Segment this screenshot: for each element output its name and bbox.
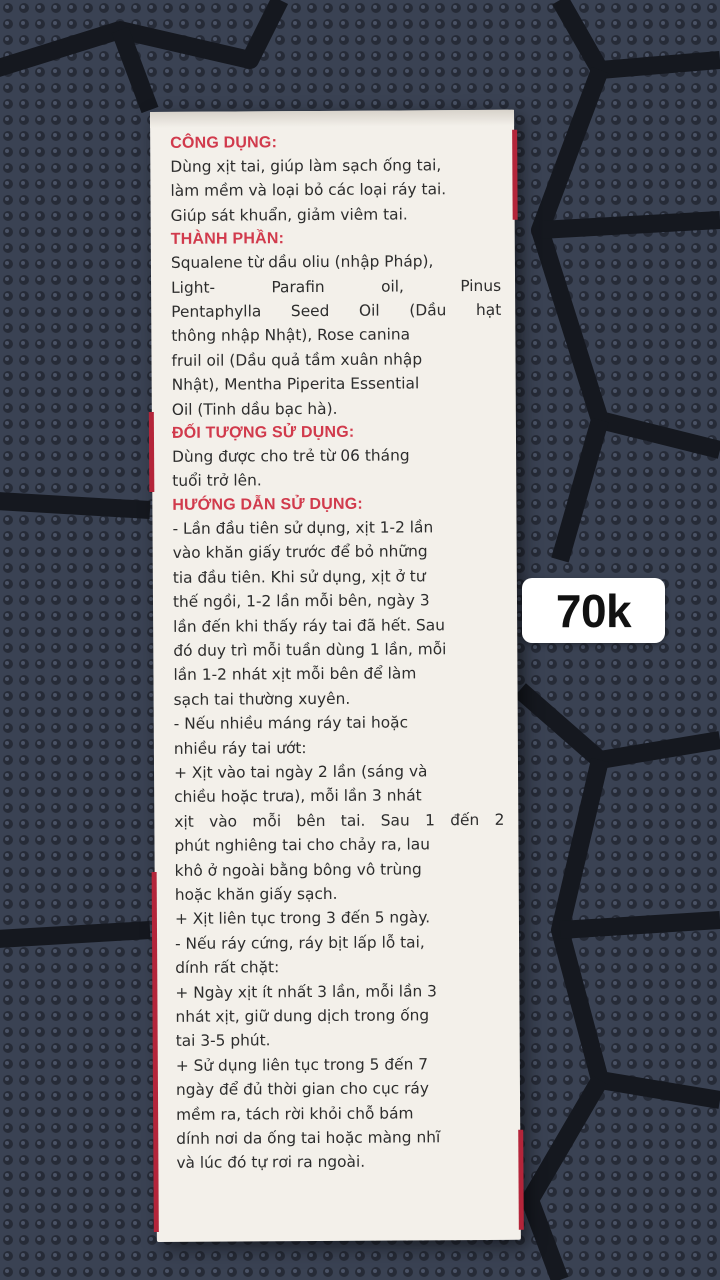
label-text-line: lần 1-2 nhát xịt mỗi bên để làm [173, 664, 417, 685]
label-text-line: - Lần đầu tiên sử dụng, xịt 1-2 lần [172, 518, 434, 538]
label-text-line: khô ở ngoài bằng bông vô trùng [174, 859, 422, 880]
label-text-line: Pentaphylla Seed Oil (Dầu hạt [171, 300, 502, 321]
box-top-edge [150, 110, 514, 128]
label-text-line: tuổi trở lên. [172, 471, 262, 491]
label-text-line: vào khăn giấy trước để bỏ những [172, 542, 428, 563]
section-heading: ĐỐI TƯỢNG SỬ DỤNG: [171, 423, 355, 442]
label-text-line: thông nhập Nhật), Rose canina [171, 325, 411, 346]
label-text-line: Nhật), Mentha Piperita Essential [171, 374, 420, 395]
section-heading: THÀNH PHẦN: [170, 230, 285, 249]
label-text-line: Dùng xịt tai, giúp làm sạch ống tai, [170, 156, 442, 176]
label-text-line: Dùng được cho trẻ từ 06 tháng [172, 446, 410, 466]
label-text-line: - Nếu ráy cứng, ráy bịt lấp lỗ tai, [175, 933, 425, 953]
section-heading: HƯỚNG DẪN SỬ DỤNG: [172, 495, 363, 514]
label-text-line: đó duy trì mỗi tuần dùng 1 lần, mỗi [173, 640, 447, 660]
label-text-line: phút nghiêng tai cho chảy ra, lau [174, 835, 431, 856]
label-text-line: ngày để đủ thời gian cho cục ráy [175, 1079, 429, 1100]
label-text-line: nhiều ráy tai ướt: [173, 738, 307, 758]
box-red-edge-left [149, 412, 154, 492]
box-red-edge-left-lower [152, 872, 159, 1232]
label-text-line: + Xịt liên tục trong 3 đến 5 ngày. [174, 908, 431, 929]
label-text-line: chiều hoặc trưa), mỗi lần 3 nhát [174, 786, 422, 807]
label-text-line: dính nơi da ống tai hoặc màng nhĩ [176, 1128, 441, 1148]
label-text-line: Squalene từ dầu oliu (nhập Pháp), [170, 252, 434, 273]
label-text-line: mềm ra, tách rời khỏi chỗ bám [176, 1104, 414, 1124]
label-text-line: nhát xịt, giữ dung dịch trong ống [175, 1006, 430, 1026]
label-text-line: xịt vào mỗi bên tai. Sau 1 đến 2 [174, 810, 505, 831]
label-text-line: Oil (Tinh dầu bạc hà). [171, 399, 338, 419]
product-box [150, 110, 521, 1242]
label-text-line: fruil oil (Dầu quả tầm xuân nhập [171, 350, 423, 370]
box-red-edge-right-lower [518, 1130, 524, 1230]
label-text-line: dính rất chặt: [175, 958, 280, 978]
label-text-line: Light- Parafin oil, Pinus [171, 276, 502, 297]
label-text-line: tia đầu tiên. Khi sử dụng, xịt ở tư [172, 567, 426, 587]
label-text-line: + Ngày xịt ít nhất 3 lần, mỗi lần 3 [175, 981, 437, 1002]
box-red-edge-right [512, 130, 518, 220]
label-text-line: và lúc đó tự rơi ra ngoài. [176, 1153, 366, 1173]
label-text-line: làm mềm và loại bỏ các loại ráy tai. [170, 180, 447, 201]
label-text-line: Giúp sát khuẩn, giảm viêm tai. [170, 205, 408, 225]
product-label-text [170, 130, 506, 1176]
label-text-line: sạch tai thường xuyên. [173, 689, 351, 709]
label-text-line: + Xịt vào tai ngày 2 lần (sáng và [173, 762, 428, 782]
section-heading: CÔNG DỤNG: [170, 134, 278, 152]
label-text-line: hoặc khăn giấy sạch. [174, 884, 338, 904]
label-text-line: - Nếu nhiều máng ráy tai hoặc [173, 713, 409, 733]
price-tag [522, 578, 665, 643]
label-text-line: tai 3-5 phút. [175, 1031, 271, 1051]
label-text-line: + Sử dụng liên tục trong 5 đến 7 [175, 1055, 429, 1075]
label-text-line: thế ngồi, 1-2 lần mỗi bên, ngày 3 [172, 591, 430, 611]
price-tag-text: 70k [555, 584, 632, 637]
label-text-line: lần đến khi thấy ráy tai đã hết. Sau [173, 615, 445, 636]
